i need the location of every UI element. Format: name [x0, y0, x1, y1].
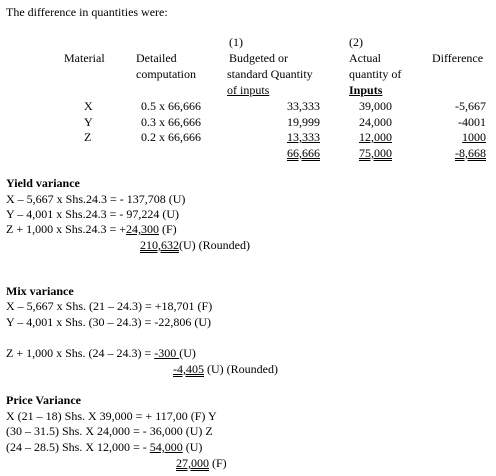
yield-line-y: Y – 4,001 x Shs.24.3 = - 97,224 (U) [6, 207, 179, 221]
yield-total-value: 210,632 [140, 238, 179, 252]
mix-line-y: Y – 4,001 x Shs. (30 – 24.3) = -22,806 (U) [6, 315, 211, 329]
price-line-1: X (21 – 18) Shs. X 39,000 = + 117,00 (F) Y [6, 409, 217, 423]
row-x-difference: -5,667 [455, 99, 486, 113]
row-y-material: Y [84, 115, 93, 129]
yield-line-z: Z + 1,000 x Shs.24.3 = + [6, 222, 126, 236]
row-y-actual: 24,000 [359, 115, 392, 129]
total-budgeted: 66,666 [287, 146, 320, 160]
mix-total-note: (U) (Rounded) [204, 362, 278, 376]
yield-heading: Yield variance [6, 176, 80, 190]
header-actual-number: (2) [349, 35, 363, 49]
header-budgeted: Budgeted or [229, 51, 288, 65]
yield-line-z-value: 24,300 [125, 222, 159, 236]
header-quantity-of: quantity of [349, 67, 402, 81]
mix-line-z: Z + 1,000 x Shs. (24 – 24.3) = [6, 346, 155, 360]
header-inputs: Inputs [349, 83, 383, 97]
price-total-value: 27,000 [176, 456, 209, 470]
mix-line-z-post: (U) [179, 346, 196, 360]
row-z-material: Z [84, 130, 92, 144]
yield-line-x: X – 5,667 x Shs.24.3 = - 137,708 (U) [6, 192, 186, 206]
row-z-computation: 0.2 x 66,666 [141, 130, 201, 144]
header-standard-quantity: standard Quantity [227, 67, 313, 81]
price-total-note: (F) [209, 456, 227, 470]
row-y-budgeted: 19,999 [287, 115, 320, 129]
mix-line-x: X – 5,667 x Shs. (21 – 24.3) = +18,701 (F) [6, 299, 213, 313]
mix-line-z-value: -300 [154, 346, 180, 360]
mix-total-value: -4,405 [173, 362, 204, 376]
row-y-computation: 0.3 x 66,666 [141, 115, 201, 129]
row-x-material: X [84, 99, 93, 113]
row-z-difference: 1000 [462, 130, 486, 144]
intro-text: The difference in quantities were: [6, 5, 168, 19]
yield-line-z-post: (F) [158, 222, 177, 236]
header-material: Material [64, 51, 105, 65]
header-budget-number: (1) [229, 35, 243, 49]
row-x-computation: 0.5 x 66,666 [141, 99, 201, 113]
row-z-budgeted: 13,333 [287, 130, 320, 144]
yield-total-note: (U) (Rounded) [179, 238, 250, 252]
header-computation: computation [136, 67, 196, 81]
total-actual: 75,000 [359, 146, 392, 160]
total-difference: -8,668 [455, 146, 486, 160]
row-x-actual: 39,000 [359, 99, 392, 113]
price-heading: Price Variance [6, 393, 81, 407]
header-of-inputs: of inputs [227, 83, 270, 97]
row-x-budgeted: 33,333 [287, 99, 320, 113]
header-difference: Difference [432, 51, 484, 65]
mix-heading: Mix variance [6, 284, 74, 298]
header-detailed: Detailed [136, 51, 177, 65]
price-line-3: (24 – 28.5) Shs. X 12,000 = - [6, 440, 150, 454]
price-line-3-post: (U) [182, 440, 203, 454]
price-line-2: (30 – 31.5) Shs. X 24,000 = - 36,000 (U) Z [6, 424, 213, 438]
header-actual: Actual [349, 51, 381, 65]
price-line-3-value: 54,000 [149, 440, 183, 454]
row-z-actual: 12,000 [359, 130, 392, 144]
row-y-difference: -4001 [458, 115, 486, 129]
